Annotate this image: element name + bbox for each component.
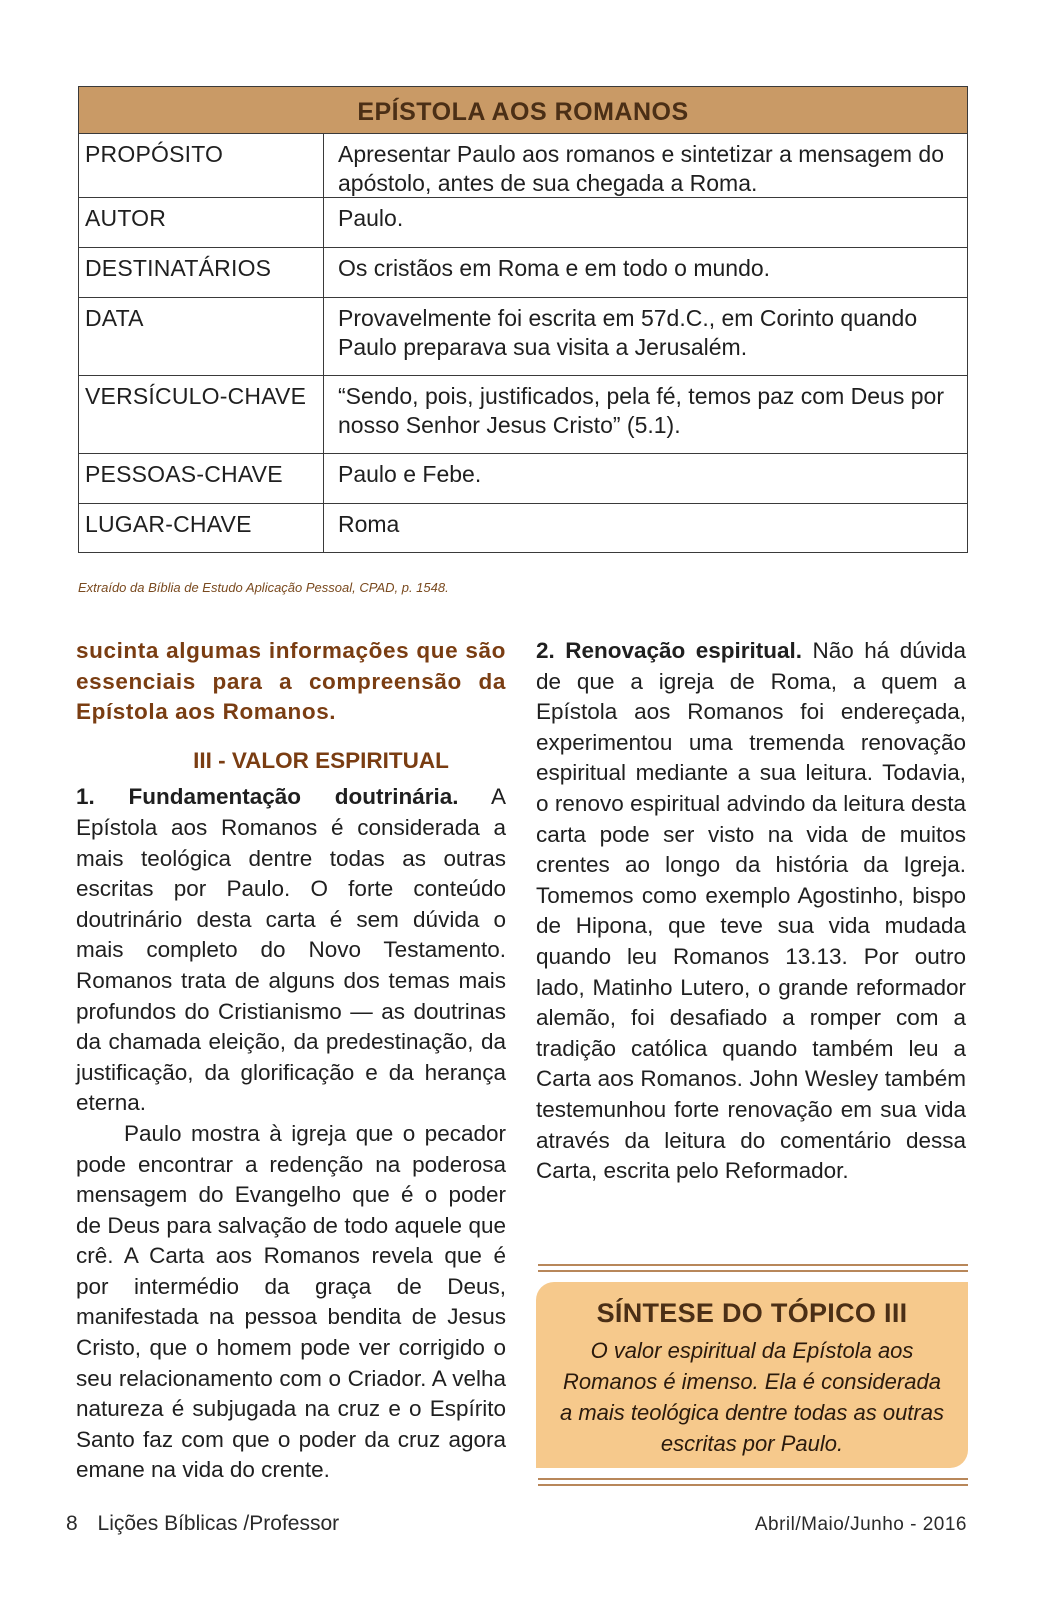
table-row — [79, 376, 967, 454]
table-row — [79, 504, 967, 552]
paragraph-text: A Epístola aos Romanos é considerada a mais teológica dentre todas as outras escritas por Paulo. O forte conteúdo doutrinário desta carta é sem dúvida o mais completo do Novo Testamento. Romanos trata de alguns dos temas mais profundos do Cristianismo — as doutrinas da chamada eleição, da predestinação, da justificação, da glorificação e da herança eterna. — [76, 784, 506, 1116]
renewal-paragraph — [536, 636, 966, 1187]
paragraph-text: Não há dúvida de que a igreja de Roma, a quem a Epístola aos Romanos foi endereçada, experimentou uma tremenda renovação espiritual mediante a sua leitura. Todavia, o renovo espiritual advindo da leitura desta carta pode ser visto na vida de muitos crentes ao longo da história da Igreja. Tomemos como exemplo Agostinho, bispo de Hipona, que teve sua vida mudada quando leu Romanos 13.13. Por outro lado, Matinho Lutero, o grande reformador alemão, foi desafiado a romper com a tradição católica quando também leu a Carta aos Romanos. John Wesley também testemunhou forte renovação em sua vida através da leitura do comentário dessa Carta, escrita pelo Reformador. — [536, 638, 966, 1184]
row-label: DATA — [79, 298, 324, 375]
doctrinal-paragraph — [76, 782, 506, 1119]
row-value: “Sendo, pois, justificados, pela fé, temos paz com Deus por nosso Senhor Jesus Cristo” (5.1). — [338, 383, 944, 438]
row-label: PESSOAS-CHAVE — [79, 454, 324, 503]
table-row — [79, 454, 967, 504]
divider-top — [538, 1264, 968, 1276]
left-column — [76, 636, 506, 1486]
table-row — [79, 198, 967, 248]
table-title: EPÍSTOLA AOS ROMANOS — [79, 87, 967, 134]
row-label: AUTOR — [79, 198, 324, 247]
row-label: VERSÍCULO-CHAVE — [79, 376, 324, 453]
paragraph-lead: 1. Fundamentação doutrinária. — [76, 784, 459, 810]
footer-period: Abril/Maio/Junho - 2016 — [754, 1514, 967, 1535]
row-value: Paulo e Febe. — [338, 461, 482, 487]
synthesis-title: SÍNTESE DO TÓPICO III — [596, 1298, 908, 1328]
page-number: 8 — [66, 1512, 78, 1535]
row-value: Apresentar Paulo aos romanos e sintetizar a mensagem do apóstolo, antes de sua chegada a Roma. — [338, 141, 944, 196]
synthesis-box — [536, 1282, 968, 1468]
synthesis-text: O valor espiritual da Epístola aos Romanos é imenso. Ela é considerada a mais teológica dentre todas as outras escritas por Paulo. — [559, 1338, 944, 1456]
row-value: Paulo. — [338, 205, 404, 231]
row-label: PROPÓSITO — [79, 134, 324, 197]
paragraph-lead: 2. Renovação espiritual. — [536, 638, 803, 663]
row-label: DESTINATÁRIOS — [79, 248, 324, 297]
row-value: Provavelmente foi escrita em 57d.C., em Corinto quando Paulo preparava sua visita a Jerusalém. — [338, 305, 918, 360]
right-column — [536, 636, 966, 1187]
table-row — [79, 298, 967, 376]
row-value: Os cristãos em Roma e em todo o mundo. — [338, 255, 771, 281]
publication-name: Lições Bíblicas /Professor — [97, 1512, 340, 1535]
intro-paragraph: sucinta algumas informações que são essenciais para a compreensão da Epístola aos Romanos. — [76, 638, 506, 725]
table-row — [79, 134, 967, 198]
row-value: Roma — [338, 511, 400, 537]
table-row — [79, 248, 967, 298]
row-label: LUGAR-CHAVE — [79, 504, 324, 552]
section-heading: III - VALOR ESPIRITUAL — [193, 747, 449, 773]
divider-bottom — [538, 1478, 968, 1490]
gospel-paragraph: Paulo mostra à igreja que o pecador pode encontrar a redenção na poderosa mensagem do Evangelho que é o poder de Deus para salvação de todo aquele que crê. A Carta aos Romanos revela que é por intermédio da graça de Deus, manifestada na pessoa bendita de Jesus Cristo, que o homem pode ver corrigido o seu relacionamento com o Criador. A velha natureza é subjugada na cruz e o Espírito Santo faz com que o poder da cruz agora emane na vida do crente. — [76, 1120, 506, 1483]
summary-table — [78, 86, 968, 553]
footer-left — [66, 1512, 339, 1536]
table-source-citation: Extraído da Bíblia de Estudo Aplicação Pessoal, CPAD, p. 1548. — [78, 580, 449, 595]
